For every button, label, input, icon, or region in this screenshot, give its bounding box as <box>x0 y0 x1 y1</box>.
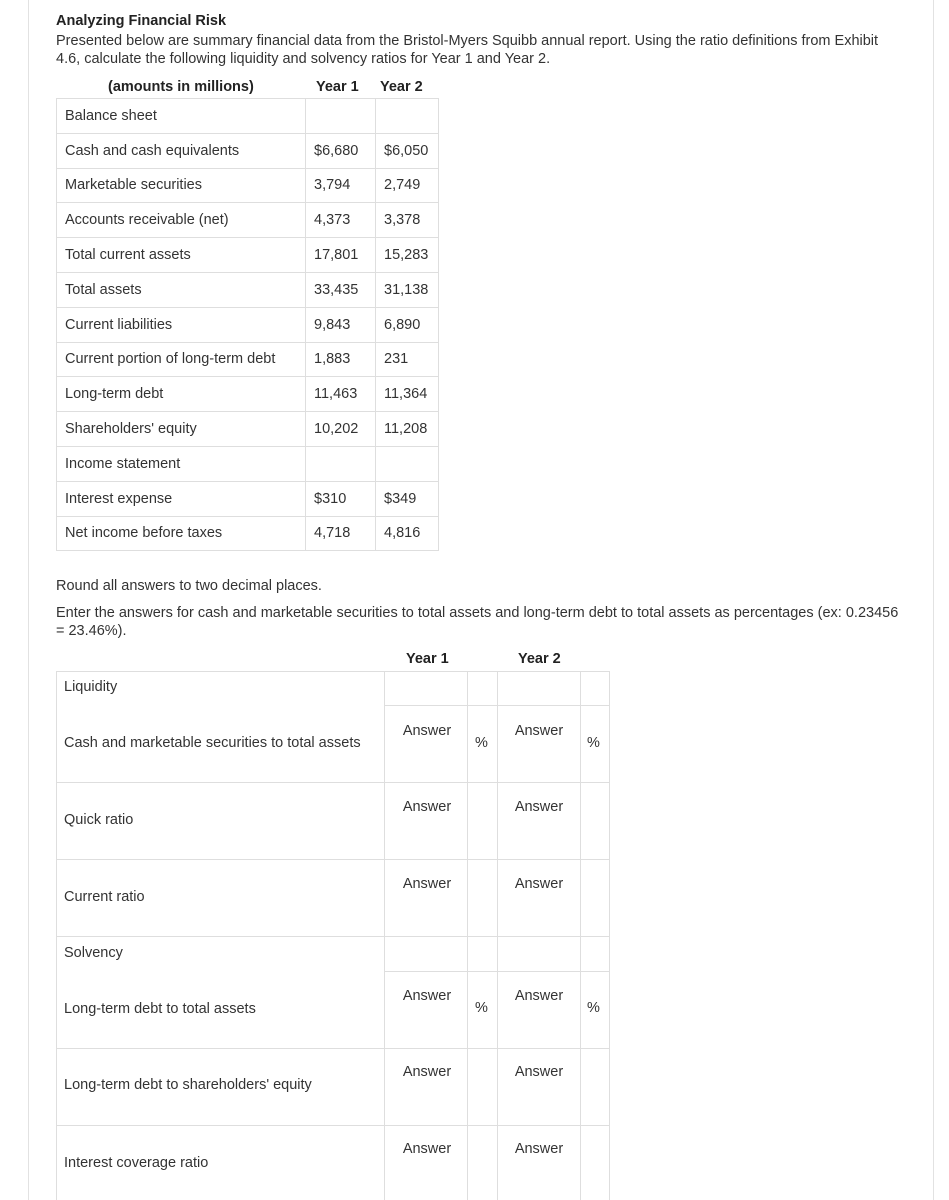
table-row <box>57 99 439 134</box>
row-year2-value: 2,749 <box>376 168 439 203</box>
row-year1-value: 1,883 <box>306 342 376 377</box>
answer-ltd-to-equity-y1[interactable]: Answer <box>402 1064 452 1080</box>
row-year2-value: 4,816 <box>376 516 439 551</box>
row-label: Cash and cash equivalents <box>57 133 306 168</box>
ratio-label-ltd-to-equity: Long-term debt to shareholders' equity <box>64 1077 312 1093</box>
table-row <box>57 377 439 412</box>
grid-line <box>56 936 610 937</box>
table-row <box>57 412 439 447</box>
table-row <box>57 516 439 551</box>
row-year2-value: 11,208 <box>376 412 439 447</box>
row-year2-value: $349 <box>376 481 439 516</box>
row-year2-value: 3,378 <box>376 203 439 238</box>
grid-line <box>384 671 385 1200</box>
row-year2-value <box>376 446 439 481</box>
grid-line <box>467 671 468 1200</box>
row-year1-value: 4,718 <box>306 516 376 551</box>
row-year2-value: 31,138 <box>376 272 439 307</box>
section-solvency: Solvency <box>64 945 123 961</box>
grid-line <box>56 859 610 860</box>
row-label: Interest expense <box>57 481 306 516</box>
percent-sign: % <box>475 735 488 751</box>
answer-cash-to-assets-y2[interactable]: Answer <box>514 723 564 739</box>
table-row <box>57 133 439 168</box>
row-year2-value: 11,364 <box>376 377 439 412</box>
row-label: Balance sheet <box>57 99 306 134</box>
row-label: Shareholders' equity <box>57 412 306 447</box>
answer-interest-coverage-y2[interactable]: Answer <box>514 1141 564 1157</box>
grid-line <box>609 671 610 1200</box>
row-year1-value: 9,843 <box>306 307 376 342</box>
section-liquidity: Liquidity <box>64 679 118 695</box>
row-year1-value: 3,794 <box>306 168 376 203</box>
grid-line <box>56 782 610 783</box>
row-label: Long-term debt <box>57 377 306 412</box>
row-year2-value: 6,890 <box>376 307 439 342</box>
row-label: Total current assets <box>57 238 306 273</box>
problem-intro: Presented below are summary financial data from the Bristol-Myers Squibb annual report. Using the ratio definitions from Exhibit 4.6, calculate the following liquidity and solvency ratios for Year 1 and Year 2. <box>56 33 879 67</box>
row-label: Current liabilities <box>57 307 306 342</box>
table-row <box>57 481 439 516</box>
ratio-label-ltd-to-assets: Long-term debt to total assets <box>64 1001 256 1017</box>
answers-year2-header: Year 2 <box>518 651 561 667</box>
row-label: Current portion of long-term debt <box>57 342 306 377</box>
grid-line <box>580 671 581 1200</box>
percent-sign: % <box>587 735 600 751</box>
financial-data-table <box>56 98 439 551</box>
answer-cash-to-assets-y1[interactable]: Answer <box>402 723 452 739</box>
answer-quick-y1[interactable]: Answer <box>402 799 452 815</box>
row-year1-value: 33,435 <box>306 272 376 307</box>
amounts-header: (amounts in millions) <box>108 79 254 95</box>
row-year2-value: 15,283 <box>376 238 439 273</box>
row-label: Income statement <box>57 446 306 481</box>
table-row <box>57 203 439 238</box>
answer-interest-coverage-y1[interactable]: Answer <box>402 1141 452 1157</box>
percent-sign: % <box>587 1000 600 1016</box>
answer-quick-y2[interactable]: Answer <box>514 799 564 815</box>
rounding-note: Round all answers to two decimal places. <box>56 578 322 594</box>
row-year1-value: 10,202 <box>306 412 376 447</box>
grid-line <box>56 671 57 1200</box>
row-year1-value: $6,680 <box>306 133 376 168</box>
row-year1-value: $310 <box>306 481 376 516</box>
answers-year1-header: Year 1 <box>406 651 449 667</box>
row-year1-value: 17,801 <box>306 238 376 273</box>
row-year2-value <box>376 99 439 134</box>
problem-title: Analyzing Financial Risk <box>56 13 227 29</box>
year2-header: Year 2 <box>380 79 423 95</box>
row-year1-value: 4,373 <box>306 203 376 238</box>
row-year2-value: 231 <box>376 342 439 377</box>
row-label: Accounts receivable (net) <box>57 203 306 238</box>
ratio-label-quick: Quick ratio <box>64 812 134 828</box>
table-row <box>57 307 439 342</box>
row-label: Net income before taxes <box>57 516 306 551</box>
answer-ltd-to-assets-y2[interactable]: Answer <box>514 988 564 1004</box>
table-row <box>57 342 439 377</box>
grid-line <box>497 671 498 1200</box>
row-year1-value <box>306 99 376 134</box>
row-year1-value: 11,463 <box>306 377 376 412</box>
percent-sign: % <box>475 1000 488 1016</box>
grid-line <box>56 1125 610 1126</box>
ratio-label-interest-coverage: Interest coverage ratio <box>64 1155 209 1171</box>
table-row <box>57 168 439 203</box>
grid-line <box>56 1048 610 1049</box>
table-row <box>57 272 439 307</box>
row-label: Marketable securities <box>57 168 306 203</box>
row-year1-value <box>306 446 376 481</box>
row-label: Total assets <box>57 272 306 307</box>
table-row <box>57 446 439 481</box>
ratio-label-cash-to-assets: Cash and marketable securities to total assets <box>64 735 361 751</box>
row-year2-value: $6,050 <box>376 133 439 168</box>
table-row <box>57 238 439 273</box>
answer-ltd-to-assets-y1[interactable]: Answer <box>402 988 452 1004</box>
answer-ltd-to-equity-y2[interactable]: Answer <box>514 1064 564 1080</box>
answer-current-y1[interactable]: Answer <box>402 876 452 892</box>
year1-header: Year 1 <box>316 79 359 95</box>
percentage-note: Enter the answers for cash and marketable securities to total assets and long-term debt to total assets as percentages (ex: 0.23456 = 23.46%). <box>56 605 899 639</box>
answer-current-y2[interactable]: Answer <box>514 876 564 892</box>
ratio-label-current: Current ratio <box>64 889 145 905</box>
grid-line <box>56 671 610 672</box>
